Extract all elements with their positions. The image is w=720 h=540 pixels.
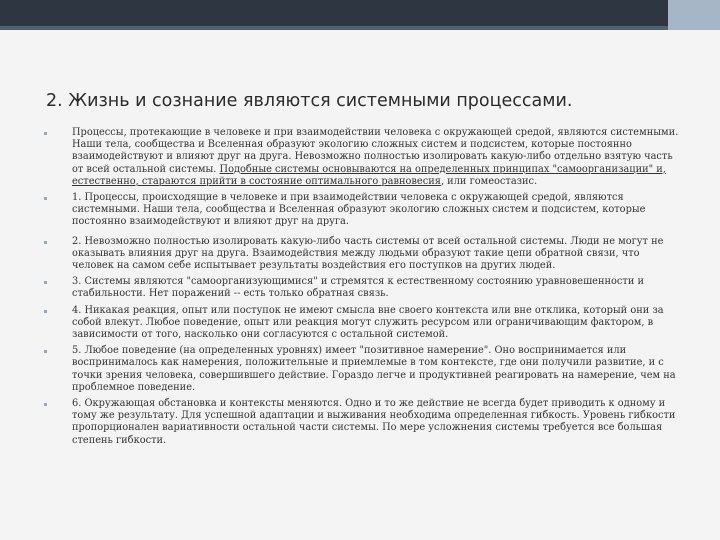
header-underline — [0, 26, 668, 30]
bullet-marker — [44, 241, 47, 244]
bullet-marker — [44, 197, 47, 200]
list-item — [44, 127, 684, 188]
list-item — [44, 305, 684, 342]
header-accent-block — [668, 0, 720, 30]
item-text: 3. Системы являются "самоорганизующимися" и стремятся к естественному состоянию уравновешенности и стабильности. Нет поражений -- есть только обратная связь. — [72, 276, 645, 300]
item-text: 5. Любое поведение (на определенных уровнях) имеет "позитивное намерение". Оно воспринимается или воспринималось как намерения, положительные и приемлемые в том контексте, где они получили развитие, и с точки зрения человека, совершившего действие. Гораздо легче и продуктивней реагировать на намерение, чем на проблемное поведение. — [72, 345, 676, 393]
item-text: 1. Процессы, происходящие в человеке и при взаимодействии человека с окружающей средой, являются системными. Наши тела, сообщества и Вселенная образуют экологию сложных систем и подсистем, которые постоянно взаимодействуют и влияют друг на друга. — [72, 192, 646, 228]
underlined-text: Подобные системы основываются на определенных принципах "самоорганизации" и, естественно, стараются прийти в состояние оптимального равновесия — [72, 163, 666, 187]
bullet-marker — [44, 132, 47, 135]
slide-title: 2. Жизнь и сознание являются системными процессами. — [46, 91, 573, 111]
list-item — [44, 345, 684, 394]
bullet-marker — [44, 310, 47, 313]
item-text: Процессы, протекающие в человеке и при взаимодействии человека с окружающей средой, являются системными. Наши тела, сообщества и Вселенная образуют экологию сложных систем и подсистем, которые постоянно взаимодействуют и влияют друг на друга. Невозможно полностью изолировать какую-либо отдельно взятую часть от всей остальной системы. — [72, 127, 679, 175]
list-item — [44, 192, 684, 229]
item-text: 6. Окружающая обстановка и контексты меняются. Одно и то же действие не всегда будет приводить к одному и тому же результату. Для успешной адаптации и выживания необходима определенная гибкость. Уровень гибкости пропорционален вариативности остальной части системы. По мере усложнения системы требуется все большая степень гибкости. — [72, 398, 676, 446]
item-text: 4. Никакая реакция, опыт или поступок не имеют смысла вне своего контекста или вне отклика, который они за собой влекут. Любое поведение, опыт или реакция могут служить ресурсом или ограничивающим фактором, в зависимости от того, насколько они согласуются с остальной системой. — [72, 304, 664, 341]
bullet-list — [44, 127, 684, 451]
bullet-marker — [44, 403, 47, 406]
list-item — [44, 398, 684, 447]
slide-header-bar — [0, 0, 720, 30]
item-tail-text: , или гомеостазис. — [440, 175, 538, 187]
item-text: 2. Невозможно полностью изолировать какую-либо часть системы от всей остальной системы. Люди не могут не оказывать влияния друг на друга. Взаимодействия между людьми образуют такие цепи обратной связи, что человек на самом себе испытывает результаты воздействия его поступков на других людей. — [72, 235, 664, 272]
list-item — [44, 236, 684, 273]
list-item — [44, 276, 684, 300]
bullet-marker — [44, 350, 47, 353]
bullet-marker — [44, 281, 47, 284]
